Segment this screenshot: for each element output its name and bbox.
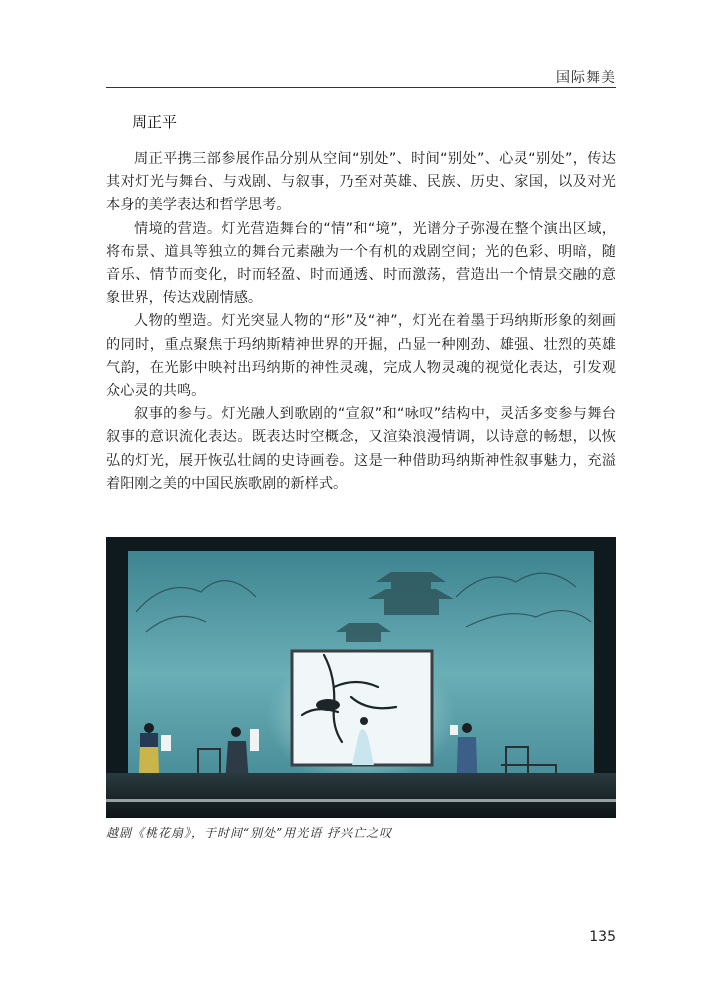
stage-photo bbox=[106, 537, 616, 818]
photo-caption: 越剧《桃花扇》，于时间“别处”用光语 抒兴亡之叹 bbox=[106, 826, 393, 840]
ink-blot bbox=[316, 699, 340, 711]
paragraph: 情境的营造。灯光营造舞台的“情”和“境”，光谱分子弥漫在整个演出区域，将布景、道具等独立的舞台元素融为一个有机的戏剧空间；光的色彩、明暗，随音乐、情节而变化，时而轻盈、时而通透、时而激荡，营造出一个情景交融的意象世界，传达戏剧情感。 bbox=[106, 220, 616, 307]
stage-floor bbox=[106, 773, 616, 818]
stage-edge-light bbox=[106, 799, 616, 802]
paragraph: 叙事的参与。灯光融人到歌剧的“宣叙”和“咏叹”结构中，灵活多变参与舞台叙事的意识流化表达。既表达时空概念，又渲染浪漫情调，以诗意的畅想，以恢弘的灯光，展开恢弘壮阔的史诗画卷。这是一种借助玛纳斯神性叙事魅力，充溢着阳刚之美的中国民族歌剧的新样式。 bbox=[106, 406, 616, 492]
page-number: 135 bbox=[589, 929, 616, 945]
header-rule bbox=[106, 87, 616, 88]
paragraph: 周正平携三部参展作品分别从空间“别处”、时间“别处”、心灵“别处”，传达其对灯光与舞台、与戏剧、与叙事，乃至对英雄、民族、历史、家国，以及对光本身的美学表达和哲学思考。 bbox=[106, 151, 616, 214]
body-text bbox=[106, 148, 616, 496]
paragraph: 人物的塑造。灯光突显人物的“形”及“神”，灯光在着墨于玛纳斯形象的刻画的同时，重点聚焦于玛纳斯精神世界的开掘，凸显一种刚劲、雄强、壮烈的英雄气韵，在光影中映衬出玛纳斯的神性灵魂，完成人物灵魂的视觉化表达，引发观众心灵的共鸣。 bbox=[106, 313, 616, 400]
running-head: 国际舞美 bbox=[556, 70, 616, 86]
section-title: 周正平 bbox=[132, 113, 178, 131]
